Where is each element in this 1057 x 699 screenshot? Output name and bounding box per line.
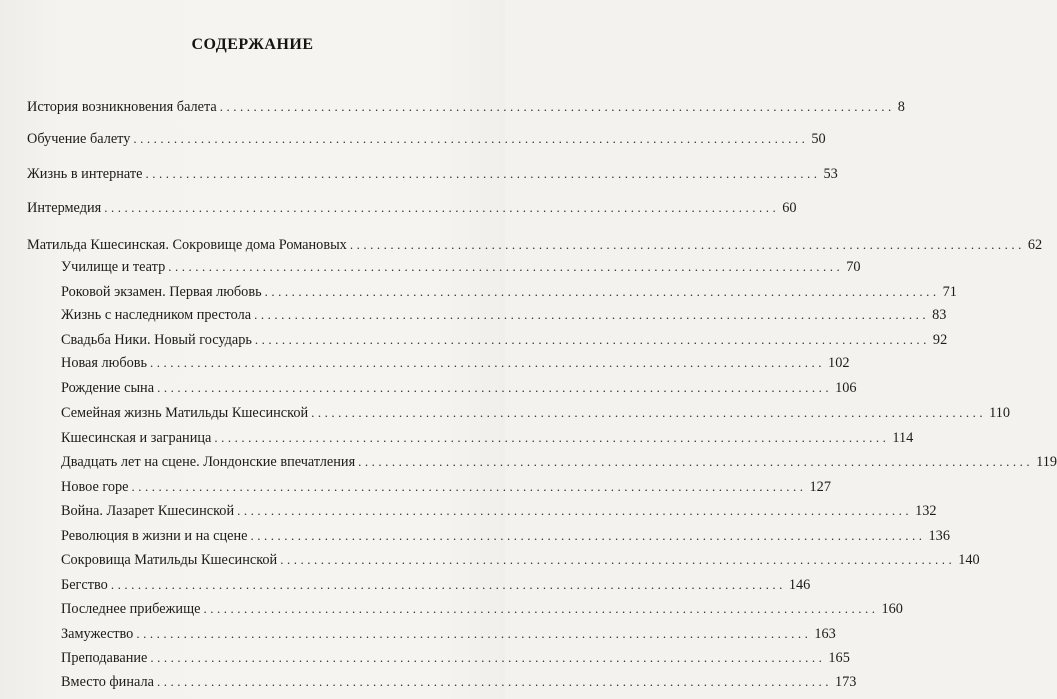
toc-entry[interactable] [61,306,947,324]
toc-entry-title: Революция в жизни и на сцене [61,528,248,544]
toc-entry-title: История возникновения балета [27,99,217,115]
toc-entry-title: Новое горе [61,479,129,495]
toc-entry[interactable] [61,625,836,643]
dot-leader: .................................................................................................... [168,259,844,274]
toc-entry-page-number: 146 [788,577,811,593]
dot-leader: .................................................................................................... [150,650,826,665]
toc-entry[interactable] [61,673,857,691]
dot-leader: .................................................................................................... [349,237,1025,252]
toc-entry[interactable] [61,429,914,447]
toc-entry-title: Двадцать лет на сцене. Лондонские впечатления [61,454,356,470]
toc-entry[interactable] [61,478,831,496]
toc-entry-title: Новая любовь [61,355,148,371]
toc-entry-page-number: 71 [942,284,957,300]
dot-leader: .................................................................................................... [254,332,930,347]
dot-leader: .................................................................................................... [133,131,809,146]
toc-entry-page-number: 163 [814,626,836,642]
toc-entry[interactable] [61,502,937,520]
dot-leader: .................................................................................................... [156,674,832,689]
dot-leader: .................................................................................................... [237,503,913,518]
dot-leader: .................................................................................................... [104,200,780,215]
dot-leader: .................................................................................................... [264,284,940,299]
toc-entry[interactable] [27,199,797,217]
toc-entry[interactable] [61,649,850,667]
toc-entry-title: Интермедия [27,200,102,216]
toc-entry-page-number: 106 [835,380,857,396]
dot-leader: .................................................................................................... [254,307,930,322]
dot-leader: .................................................................................................... [219,99,895,114]
toc-entry-page-number: 83 [932,307,947,323]
toc-entry[interactable] [61,354,850,372]
toc-entry-title: Бегство [61,577,108,593]
toc-entry[interactable] [61,379,857,397]
dot-leader: .................................................................................................... [250,528,926,543]
toc-entry-title: Последнее прибежище [61,601,201,617]
toc-entry-page-number: 119 [1036,454,1057,470]
dot-leader: .................................................................................................... [150,355,826,370]
dot-leader: .................................................................................................... [131,479,807,494]
toc-entry[interactable] [61,527,950,545]
dot-leader: .................................................................................................... [203,601,879,616]
toc-entry-title: Вместо финала [61,674,154,690]
dot-leader: .................................................................................................... [110,577,786,592]
toc-entry-title: Сокровища Матильды Кшесинской [61,552,278,568]
toc-entry[interactable] [61,576,811,594]
toc-entry-title: Училище и театр [61,259,166,275]
toc-entry-title: Преподавание [61,650,148,666]
toc-entry-page-number: 173 [834,674,857,690]
toc-entry-page-number: 92 [932,332,948,348]
toc-entry-page-number: 132 [915,503,937,519]
toc-entry-page-number: 53 [823,166,838,182]
toc-entry[interactable] [61,258,861,276]
toc-entry[interactable] [61,404,1011,422]
toc-entry[interactable] [27,130,826,148]
page-title: СОДЕРЖАНИЕ [191,36,314,53]
toc-entry[interactable] [61,453,1057,471]
toc-entry[interactable] [61,600,903,618]
toc-entry-page-number: 160 [881,601,903,617]
toc-entry-page-number: 110 [989,405,1011,421]
toc-entry-title: Война. Лазарет Кшесинской [61,503,235,519]
toc-entry-page-number: 140 [958,552,980,568]
toc-entry[interactable] [61,331,948,349]
toc-entry-title: Кшесинская и заграница [61,430,212,446]
toc-entry[interactable] [61,283,957,301]
toc-entry-page-number: 136 [928,528,950,544]
toc-entry-title: Обучение балету [27,131,131,147]
toc-entry-page-number: 60 [782,200,797,216]
toc-entry-page-number: 127 [809,479,831,495]
toc-entry-title: Рождение сына [61,380,155,396]
toc-entry[interactable] [61,551,980,569]
dot-leader: .................................................................................................... [145,166,821,181]
toc-entry-title: Матильда Кшесинская. Сокровище дома Романовых [27,237,347,253]
toc-entry-page-number: 62 [1027,237,1043,253]
dot-leader: .................................................................................................... [214,430,890,445]
toc-entry-page-number: 165 [828,650,850,666]
toc-entry-title: Свадьба Ники. Новый государь [61,332,252,348]
dot-leader: .................................................................................................... [358,454,1034,469]
toc-entry-title: Замужество [61,626,134,642]
toc-entry-page-number: 50 [811,131,826,147]
dot-leader: .................................................................................................... [157,380,833,395]
dot-leader: .................................................................................................... [136,626,812,641]
toc-entry[interactable] [27,236,1043,254]
toc-entry-page-number: 8 [897,99,905,115]
toc-entry-page-number: 70 [846,259,861,275]
toc-entry-title: Жизнь с наследником престола [61,307,252,323]
toc-entry-page-number: 102 [828,355,850,371]
toc-entry[interactable] [27,98,905,116]
toc-entry-page-number: 114 [892,430,914,446]
dot-leader: .................................................................................................... [280,552,956,567]
toc-entry-title: Семейная жизнь Матильды Кшесинской [61,405,309,421]
toc-entry-title: Жизнь в интернате [27,166,143,182]
toc-entry-title: Роковой экзамен. Первая любовь [61,284,262,300]
dot-leader: .................................................................................................... [311,405,987,420]
toc-entry[interactable] [27,165,838,183]
